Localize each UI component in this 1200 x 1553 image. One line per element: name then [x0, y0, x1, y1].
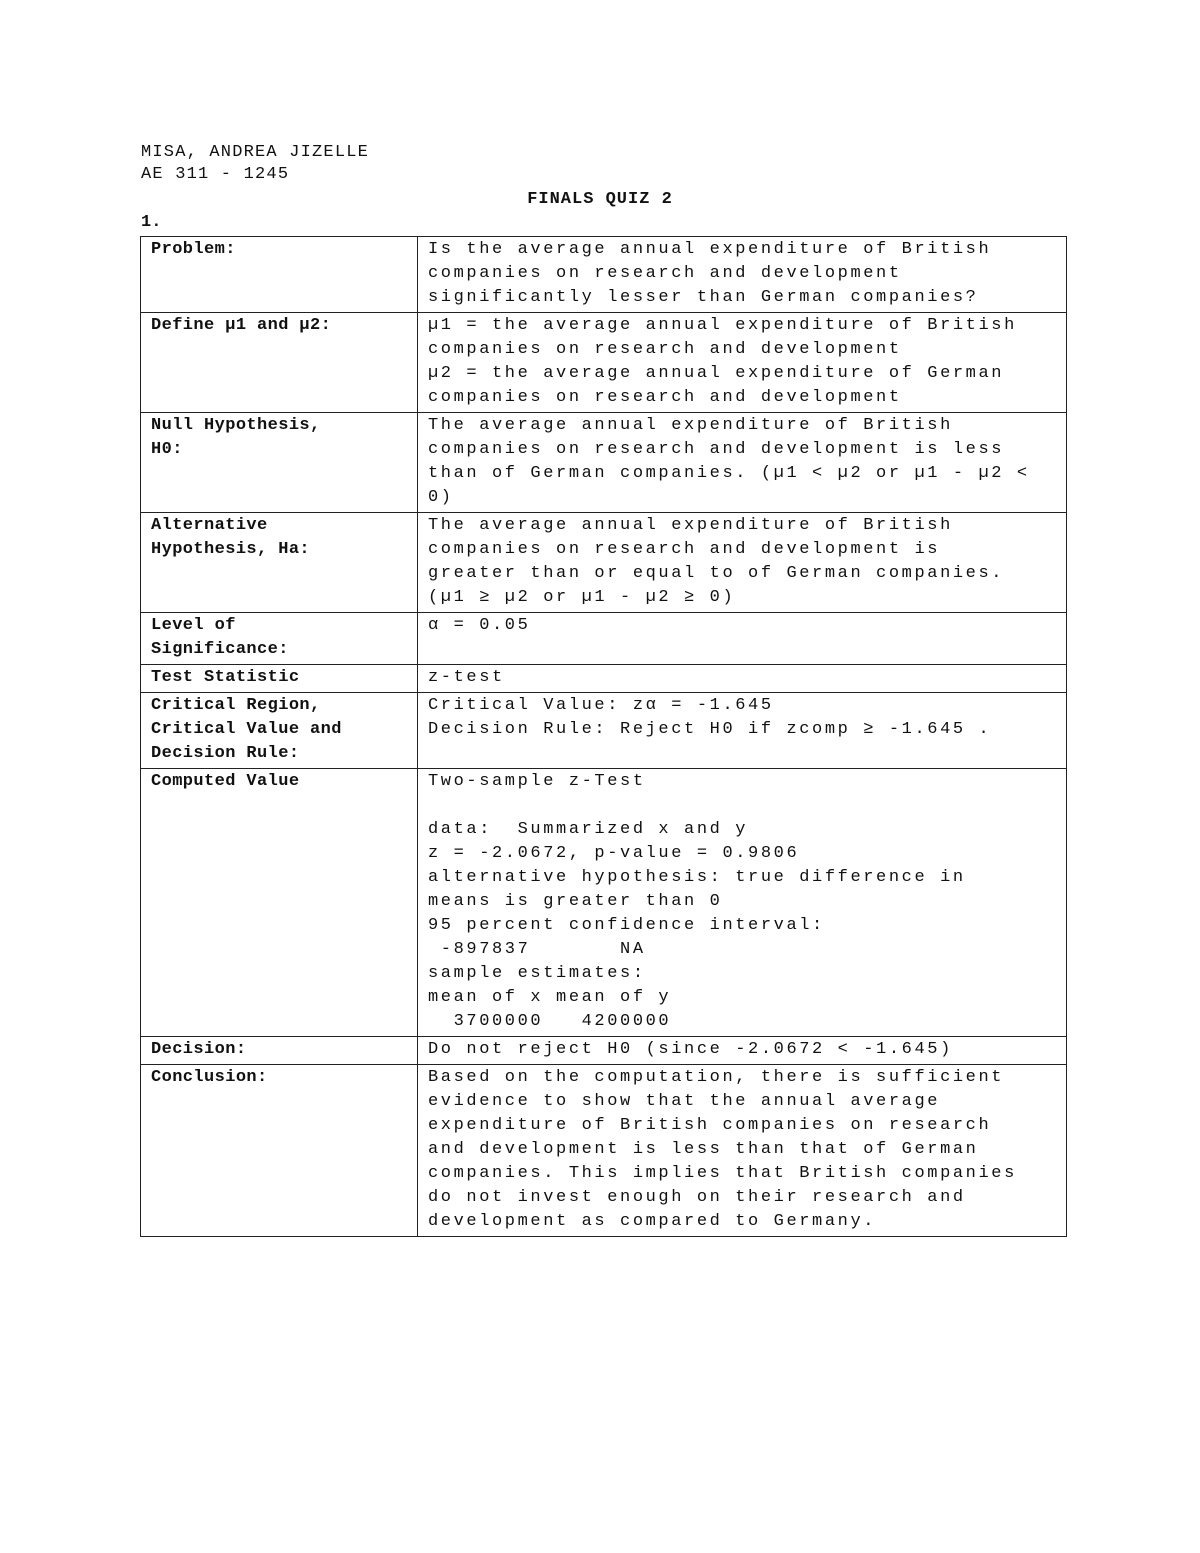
- quiz-title: FINALS QUIZ 2: [527, 190, 673, 209]
- value-line: evidence to show that the annual average: [428, 1092, 941, 1111]
- label-line: Alternative: [151, 516, 268, 535]
- row-value: [418, 513, 1067, 613]
- question-number: 1.: [141, 213, 162, 232]
- value-line: Do not reject H0 (since -2.0672 < -1.645): [428, 1040, 953, 1059]
- row-label: [141, 1065, 418, 1237]
- value-line: companies on research and development: [428, 388, 902, 407]
- row-critical-region: [141, 693, 1067, 769]
- row-value: [418, 769, 1067, 1037]
- value-line: -897837 NA: [428, 940, 646, 959]
- value-line: alternative hypothesis: true difference in: [428, 868, 966, 887]
- value-line: and development is less than that of German: [428, 1140, 979, 1159]
- row-value: [418, 613, 1067, 665]
- value-line: µ2 = the average annual expenditure of German: [428, 364, 1005, 383]
- label-line: Test Statistic: [151, 668, 300, 687]
- value-line: Two-sample z-Test: [428, 772, 646, 791]
- value-line: [428, 794, 1056, 818]
- row-value: [418, 693, 1067, 769]
- row-define-mu: [141, 313, 1067, 413]
- hypothesis-test-table: [140, 236, 1067, 1237]
- value-line: sample estimates:: [428, 964, 646, 983]
- row-value: [418, 237, 1067, 313]
- row-label: [141, 1037, 418, 1065]
- value-line: companies on research and development is less: [428, 440, 1005, 459]
- value-line: means is greater than 0: [428, 892, 723, 911]
- value-line: Based on the computation, there is sufficient: [428, 1068, 1005, 1087]
- row-conclusion: [141, 1065, 1067, 1237]
- value-line: (µ1 ≥ µ2 or µ1 - µ2 ≥ 0): [428, 588, 736, 607]
- value-line: 0): [428, 488, 454, 507]
- value-line: 95 percent confidence interval:: [428, 916, 825, 935]
- label-line: Conclusion:: [151, 1068, 268, 1087]
- row-label: [141, 413, 418, 513]
- row-null-hypothesis: [141, 413, 1067, 513]
- row-value: [418, 665, 1067, 693]
- row-level-of-significance: [141, 613, 1067, 665]
- value-line: The average annual expenditure of British: [428, 416, 953, 435]
- table-body: [141, 237, 1067, 1237]
- label-line: Problem:: [151, 240, 236, 259]
- label-line: Critical Region,: [151, 696, 321, 715]
- row-test-statistic: [141, 665, 1067, 693]
- value-line: α = 0.05: [428, 616, 531, 635]
- value-line: companies on research and development is: [428, 540, 941, 559]
- row-value: [418, 413, 1067, 513]
- row-value: [418, 1037, 1067, 1065]
- row-label: [141, 613, 418, 665]
- label-line: Computed Value: [151, 772, 300, 791]
- row-alternative-hypothesis: [141, 513, 1067, 613]
- row-value: [418, 313, 1067, 413]
- value-line: development as compared to Germany.: [428, 1212, 877, 1231]
- row-label: [141, 313, 418, 413]
- value-line: 3700000 4200000: [428, 1012, 672, 1031]
- value-line: companies on research and development: [428, 264, 902, 283]
- row-label: [141, 665, 418, 693]
- value-line: Critical Value: zα = -1.645: [428, 696, 774, 715]
- row-label: [141, 693, 418, 769]
- value-line: z-test: [428, 668, 505, 687]
- label-line: Critical Value and: [151, 720, 342, 739]
- row-label: [141, 237, 418, 313]
- value-line: companies. This implies that British companies: [428, 1164, 1017, 1183]
- value-line: data: Summarized x and y: [428, 820, 749, 839]
- value-line: companies on research and development: [428, 340, 902, 359]
- row-label: [141, 513, 418, 613]
- value-line: expenditure of British companies on research: [428, 1116, 992, 1135]
- label-line: Significance:: [151, 640, 289, 659]
- row-label: [141, 769, 418, 1037]
- value-line: than of German companies. (µ1 < µ2 or µ1 - µ2 <: [428, 464, 1030, 483]
- label-line: Define µ1 and µ2:: [151, 316, 332, 335]
- course-code: AE 311 - 1245: [141, 165, 290, 184]
- row-decision: [141, 1037, 1067, 1065]
- label-line: Decision:: [151, 1040, 247, 1059]
- row-problem: [141, 237, 1067, 313]
- value-line: do not invest enough on their research and: [428, 1188, 966, 1207]
- value-line: µ1 = the average annual expenditure of British: [428, 316, 1017, 335]
- student-name: MISA, ANDREA JIZELLE: [141, 143, 370, 162]
- label-line: Null Hypothesis,: [151, 416, 321, 435]
- value-line: mean of x mean of y: [428, 988, 672, 1007]
- value-line: Is the average annual expenditure of British: [428, 240, 992, 259]
- label-line: Level of: [151, 616, 236, 635]
- label-line: H0:: [151, 440, 183, 459]
- value-line: Decision Rule: Reject H0 if zcomp ≥ -1.645 .: [428, 720, 992, 739]
- row-computed-value: [141, 769, 1067, 1037]
- label-line: Hypothesis, Ha:: [151, 540, 311, 559]
- value-line: significantly lesser than German companies?: [428, 288, 979, 307]
- value-line: greater than or equal to of German companies.: [428, 564, 1005, 583]
- value-line: z = -2.0672, p-value = 0.9806: [428, 844, 800, 863]
- row-value: [418, 1065, 1067, 1237]
- label-line: Decision Rule:: [151, 744, 300, 763]
- value-line: The average annual expenditure of British: [428, 516, 953, 535]
